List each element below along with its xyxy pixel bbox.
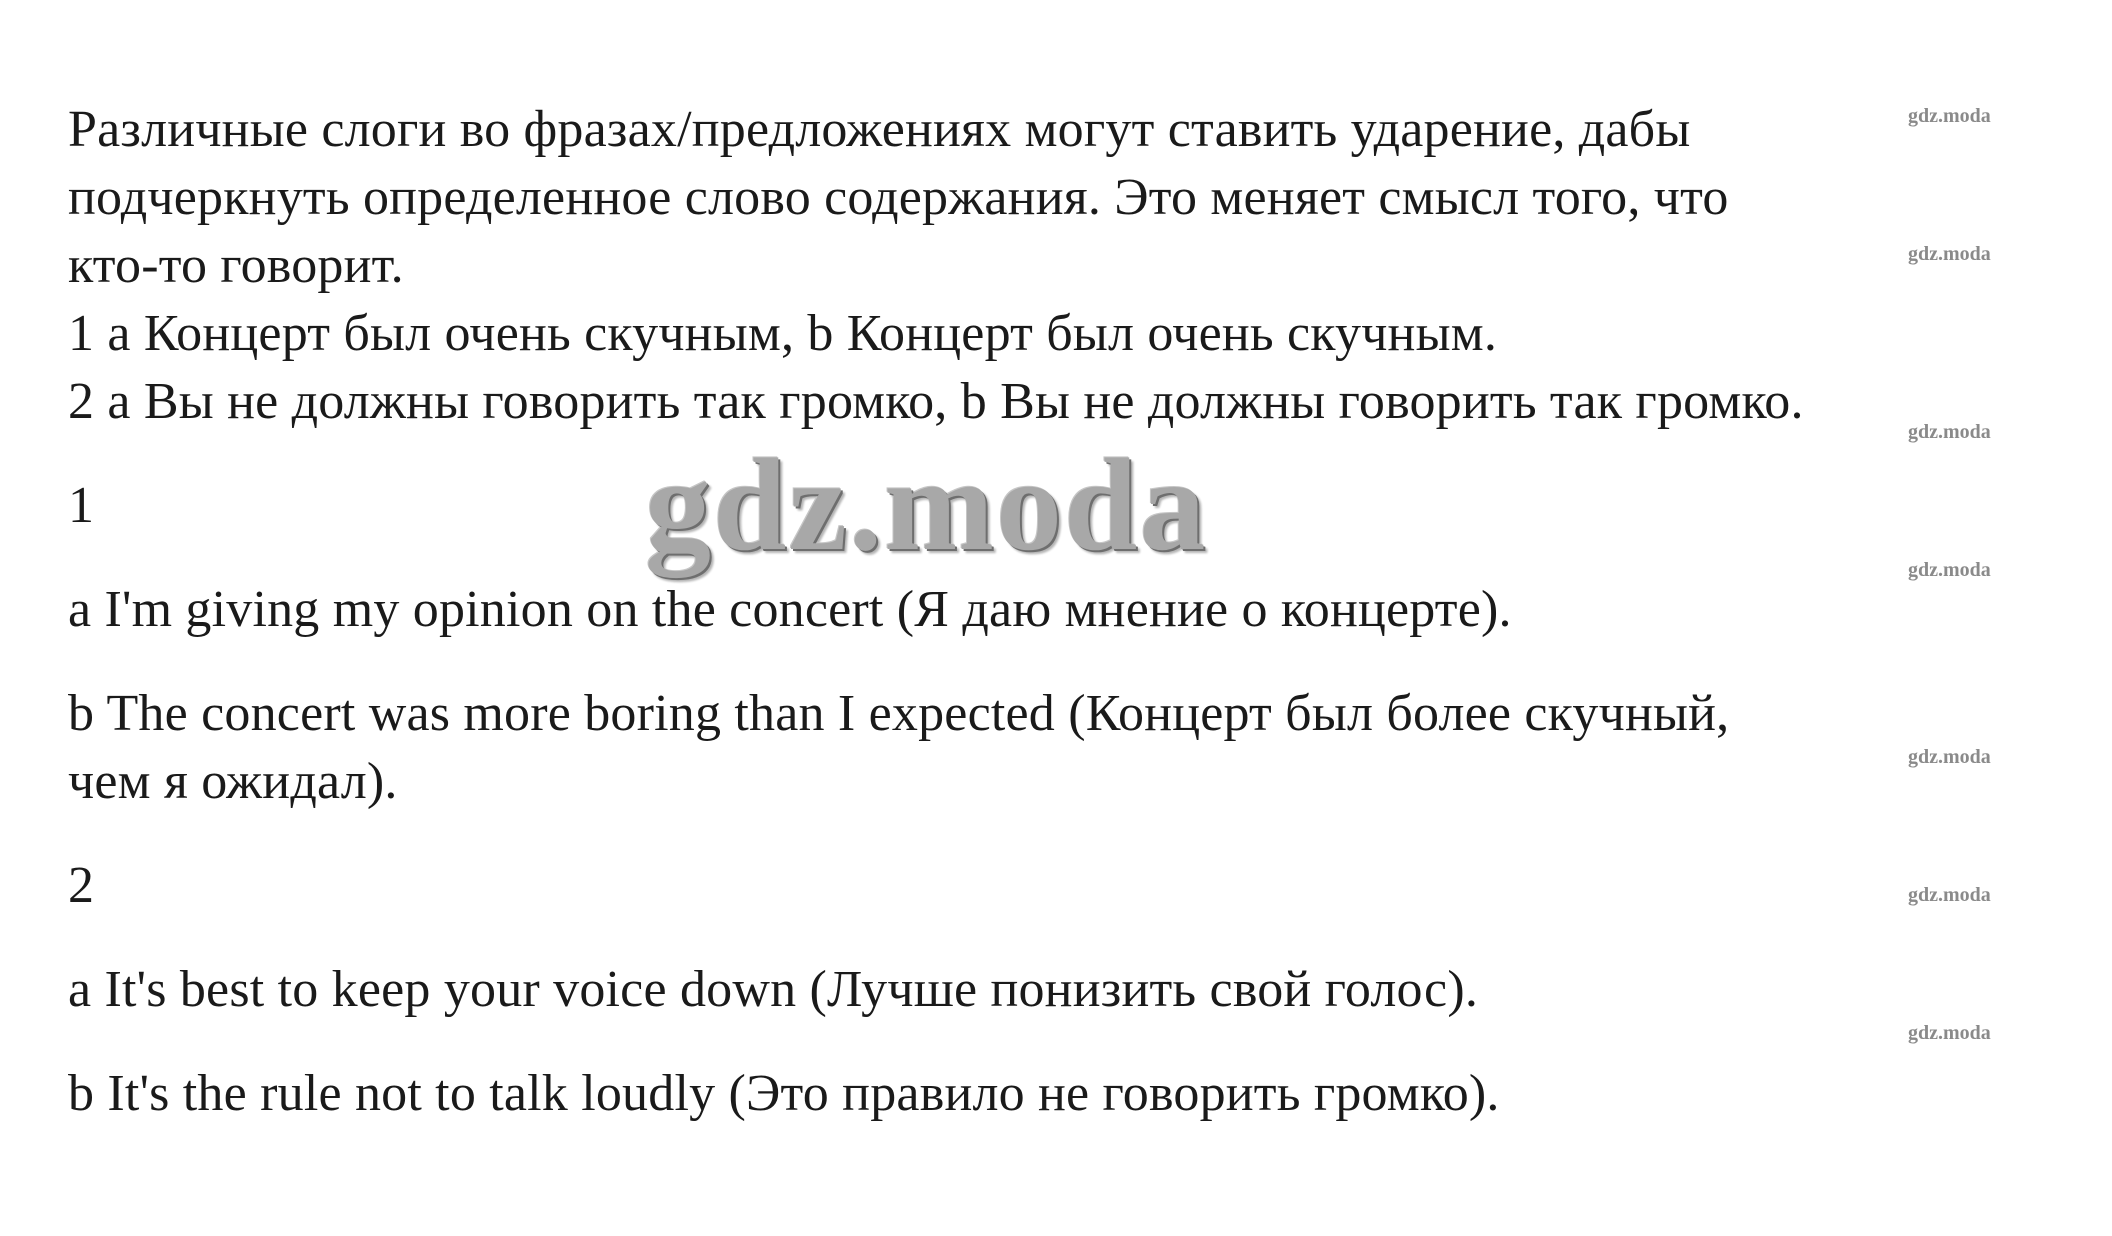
answer-1a: a I'm giving my opinion on the concert (Я даю мнение о концерте). [68, 581, 1512, 638]
item-2-line: 2 a Вы не должны говорить так громко, b Вы не должны говорить так громко. [68, 373, 1804, 430]
watermark-small: gdz.moda [1908, 884, 1991, 906]
section-number-1: 1 [68, 477, 95, 534]
answer-2b: b It's the rule not to talk loudly (Это правило не говорить громко). [68, 1065, 1500, 1122]
item-1-line: 1 a Концерт был очень скучным, b Концерт был очень скучным. [68, 305, 1498, 362]
watermark-small: gdz.moda [1908, 243, 1991, 265]
watermark-large: gdz.moda [645, 431, 1208, 578]
intro-line-1: Различные слоги во фразах/предложениях могут ставить ударение, дабы [68, 101, 1691, 158]
intro-line-3: кто-то говорит. [68, 237, 404, 294]
watermark-small: gdz.moda [1908, 1022, 1991, 1044]
watermark-small: gdz.moda [1908, 105, 1991, 127]
section-number-2: 2 [68, 857, 95, 914]
watermark-small: gdz.moda [1908, 746, 1991, 768]
answer-2a: a It's best to keep your voice down (Лучше понизить свой голос). [68, 961, 1479, 1018]
intro-line-2: подчеркнуть определенное слово содержания. Это меняет смысл того, что [68, 169, 1729, 226]
watermark-small: gdz.moda [1908, 421, 1991, 443]
answer-1b-line-2: чем я ожидал). [68, 753, 398, 810]
answer-1b-line-1: b The concert was more boring than I expected (Концерт был более скучный, [68, 685, 1730, 742]
watermark-small: gdz.moda [1908, 559, 1991, 581]
